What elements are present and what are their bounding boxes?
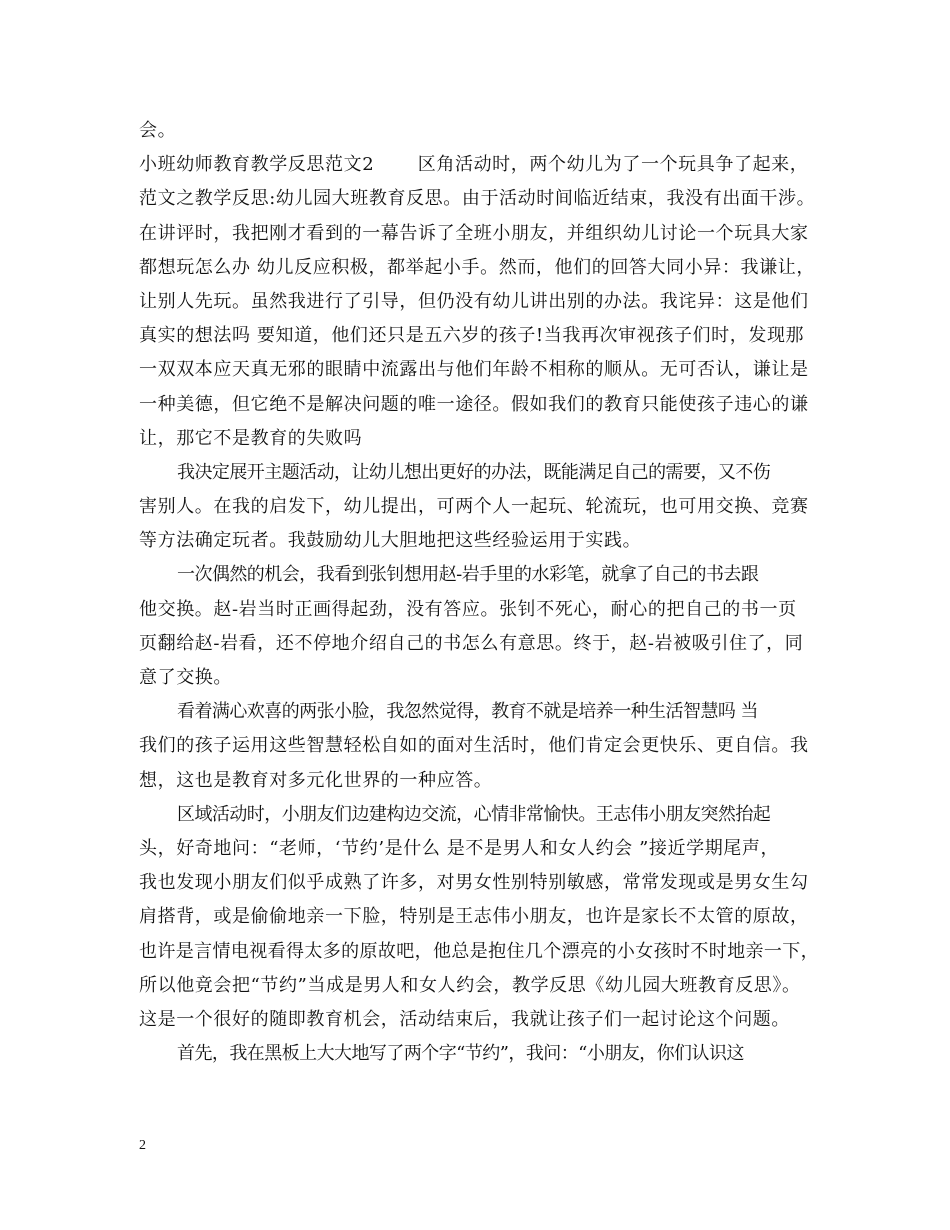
text-line: 他交换。赵-岩当时正画得起劲，没有答应。张钊不死心，耐心的把自己的书一页 bbox=[139, 598, 797, 620]
text-line: 真实的想法吗 要知道，他们还只是五六岁的孩子!当我再次审视孩子们时，发现那 bbox=[139, 325, 805, 347]
text-line: 我也发现小朋友们似乎成熟了许多，对男女性别特别敏感，常常发现或是男女生勾 bbox=[139, 872, 809, 894]
text-line: 都想玩怎么办 幼儿反应积极，都举起小手。然而，他们的回答大同小异：我谦让， bbox=[139, 256, 815, 278]
text-line: 让，那它不是教育的失败吗 bbox=[139, 427, 363, 449]
text-line: 会。 bbox=[139, 120, 177, 141]
body-text bbox=[139, 114, 819, 1071]
text-line: 区域活动时，小朋友们边建构边交流，心情非常愉快。王志伟小朋友突然抬起 bbox=[177, 803, 771, 825]
text-line: 范文之教学反思:幼儿园大班教育反思。由于活动时间临近结束，我没有出面干涉。 bbox=[139, 188, 816, 210]
text-line: 害别人。在我的启发下，幼儿提出，可两个人一起玩、轮流玩，也可用交换、竞赛 bbox=[139, 496, 809, 518]
text-line: 一次偶然的机会，我看到张钊想用赵-岩手里的水彩笔，就拿了自己的书去跟 bbox=[177, 564, 759, 586]
text-line: 意了交换。 bbox=[139, 667, 232, 688]
text-line: 让别人先玩。虽然我进行了引导，但仍没有幼儿讲出别的办法。我诧异：这是他们 bbox=[139, 290, 809, 312]
text-line: 我决定展开主题活动，让幼儿想出更好的办法，既能满足自己的需要，又不伤 bbox=[177, 461, 771, 483]
text-line: 这是一个很好的随即教育机会，活动结束后，我就让孩子们一起讨论这个问题。 bbox=[139, 1008, 790, 1030]
text-line: 想，这也是教育对多元化世界的一种应答。 bbox=[139, 769, 493, 791]
text-line: 首先，我在黑板上大大地写了两个字“节约”，我问：“小朋友，你们认识这 bbox=[177, 1043, 744, 1065]
text-line: 等方法确定玩者。我鼓励幼儿大胆地把这些经验运用于实践。 bbox=[139, 530, 642, 552]
text-line: 在讲评时，我把刚才看到的一幕告诉了全班小朋友，并组织幼儿讨论一个玩具大家 bbox=[139, 222, 809, 244]
text-line: 我们的孩子运用这些智慧轻松自如的面对生活时，他们肯定会更快乐、更自信。我 bbox=[139, 735, 809, 757]
text-line: 小班幼师教育教学反思范文2 区角活动时，两个幼儿为了一个玩具争了起来， bbox=[139, 154, 809, 176]
text-line: 看着满心欢喜的两张小脸，我忽然觉得，教育不就是培养一种生活智慧吗 当 bbox=[177, 701, 758, 723]
text-line: 头，好奇地问：“老师，‘节约’是什么 是不是男人和女人约会 ”接近学期尾声， bbox=[139, 837, 780, 859]
text-line: 也许是言情电视看得太多的原故吧，他总是抱住几个漂亮的小女孩时不时地亲一下， bbox=[139, 940, 819, 962]
text-line: 肩搭背，或是偷偷地亲一下脸，特别是王志伟小朋友，也许是家长不太管的原故， bbox=[139, 906, 809, 928]
text-line: 页翻给赵-岩看，还不停地介绍自己的书怎么有意思。终于，赵-岩被吸引住了，同 bbox=[139, 632, 804, 654]
text-line: 一双双本应天真无邪的眼睛中流露出与他们年龄不相称的顺从。无可否认，谦让是 bbox=[139, 359, 809, 381]
text-line: 所以他竟会把“节约”当成是男人和女人约会，教学反思《幼儿园大班教育反思》。 bbox=[139, 974, 801, 996]
text-line: 一种美德，但它绝不是解决问题的唯一途径。假如我们的教育只能使孩子违心的谦 bbox=[139, 393, 809, 415]
page-number: 2 bbox=[139, 1138, 146, 1153]
